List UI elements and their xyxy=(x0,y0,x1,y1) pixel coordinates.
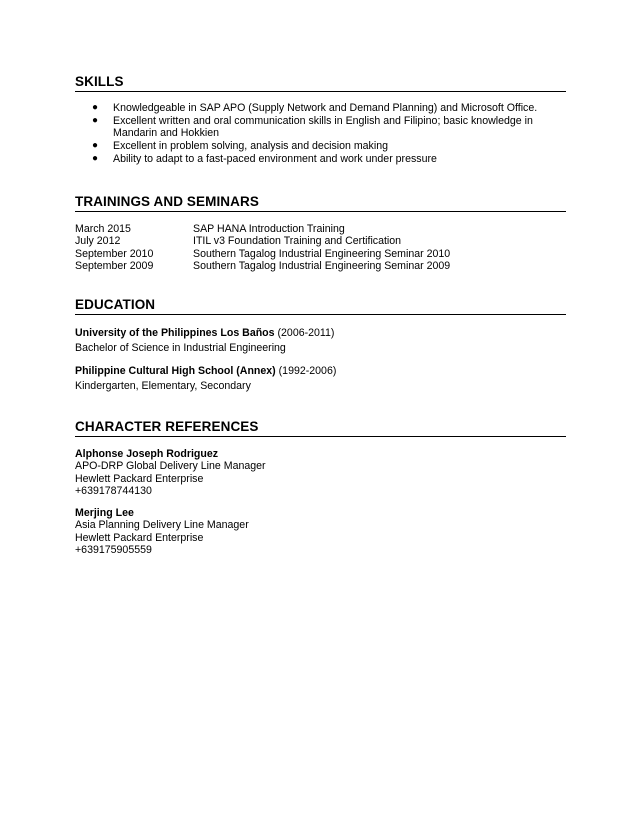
skills-heading: SKILLS xyxy=(75,74,566,92)
skill-item xyxy=(75,115,566,140)
reference-name: Merjing Lee xyxy=(75,507,134,520)
trainings-list xyxy=(75,223,566,272)
skill-text: Ability to adapt to a fast-paced environment and work under pressure xyxy=(113,152,437,165)
reference-phone: +639175905559 xyxy=(75,544,152,557)
training-name: SAP HANA Introduction Training xyxy=(193,223,345,235)
trainings-heading: TRAININGS AND SEMINARS xyxy=(75,194,566,212)
references-heading: CHARACTER REFERENCES xyxy=(75,419,566,437)
skill-text: Excellent written and oral communication skills in English and Filipino; basic knowledge in Mandarin and Hokkien xyxy=(113,114,533,140)
training-name: Southern Tagalog Industrial Engineering Seminar 2010 xyxy=(193,247,451,260)
training-date: July 2012 xyxy=(75,235,121,248)
school-name: Philippine Cultural High School (Annex) xyxy=(75,365,276,377)
bullet-icon: ● xyxy=(92,114,99,126)
reference-position: Asia Planning Delivery Line Manager xyxy=(75,519,249,532)
training-row xyxy=(75,235,566,247)
reference-position: APO-DRP Global Delivery Line Manager xyxy=(75,460,266,473)
skill-text: Knowledgeable in SAP APO (Supply Network and Demand Planning) and Microsoft Office. xyxy=(113,102,538,114)
bullet-icon: ● xyxy=(92,152,99,164)
skills-section xyxy=(75,74,566,165)
school-detail: Kindergarten, Elementary, Secondary xyxy=(75,379,251,392)
skill-item xyxy=(75,153,566,165)
education-school-line xyxy=(75,364,566,379)
reference-company: Hewlett Packard Enterprise xyxy=(75,531,204,544)
skill-item xyxy=(75,102,566,114)
training-row xyxy=(75,248,566,260)
reference-entry xyxy=(75,448,566,497)
bullet-icon: ● xyxy=(92,139,99,151)
school-detail: Bachelor of Science in Industrial Engineering xyxy=(75,341,286,354)
training-row xyxy=(75,260,566,272)
training-name: ITIL v3 Foundation Training and Certification xyxy=(193,235,402,248)
education-entry xyxy=(75,326,566,355)
school-years: (1992-2006) xyxy=(275,365,337,377)
reference-company: Hewlett Packard Enterprise xyxy=(75,472,204,485)
skills-list xyxy=(75,102,566,165)
education-section xyxy=(75,297,566,393)
education-school-line xyxy=(75,326,566,341)
education-entry xyxy=(75,364,566,393)
reference-name: Alphonse Joseph Rodriguez xyxy=(75,448,219,460)
reference-entry xyxy=(75,507,566,556)
training-name: Southern Tagalog Industrial Engineering Seminar 2009 xyxy=(193,259,451,272)
school-name: University of the Philippines Los Baños xyxy=(75,327,275,339)
reference-phone: +639178744130 xyxy=(75,484,152,497)
trainings-section xyxy=(75,194,566,272)
training-date: September 2010 xyxy=(75,247,154,260)
education-heading: EDUCATION xyxy=(75,297,566,315)
training-date: March 2015 xyxy=(75,223,131,235)
references-section xyxy=(75,419,566,556)
training-row xyxy=(75,223,566,235)
school-years: (2006-2011) xyxy=(274,327,335,339)
bullet-icon: ● xyxy=(92,102,99,113)
training-date: September 2009 xyxy=(75,259,154,272)
skill-item xyxy=(75,140,566,152)
skill-text: Excellent in problem solving, analysis and decision making xyxy=(113,139,388,152)
